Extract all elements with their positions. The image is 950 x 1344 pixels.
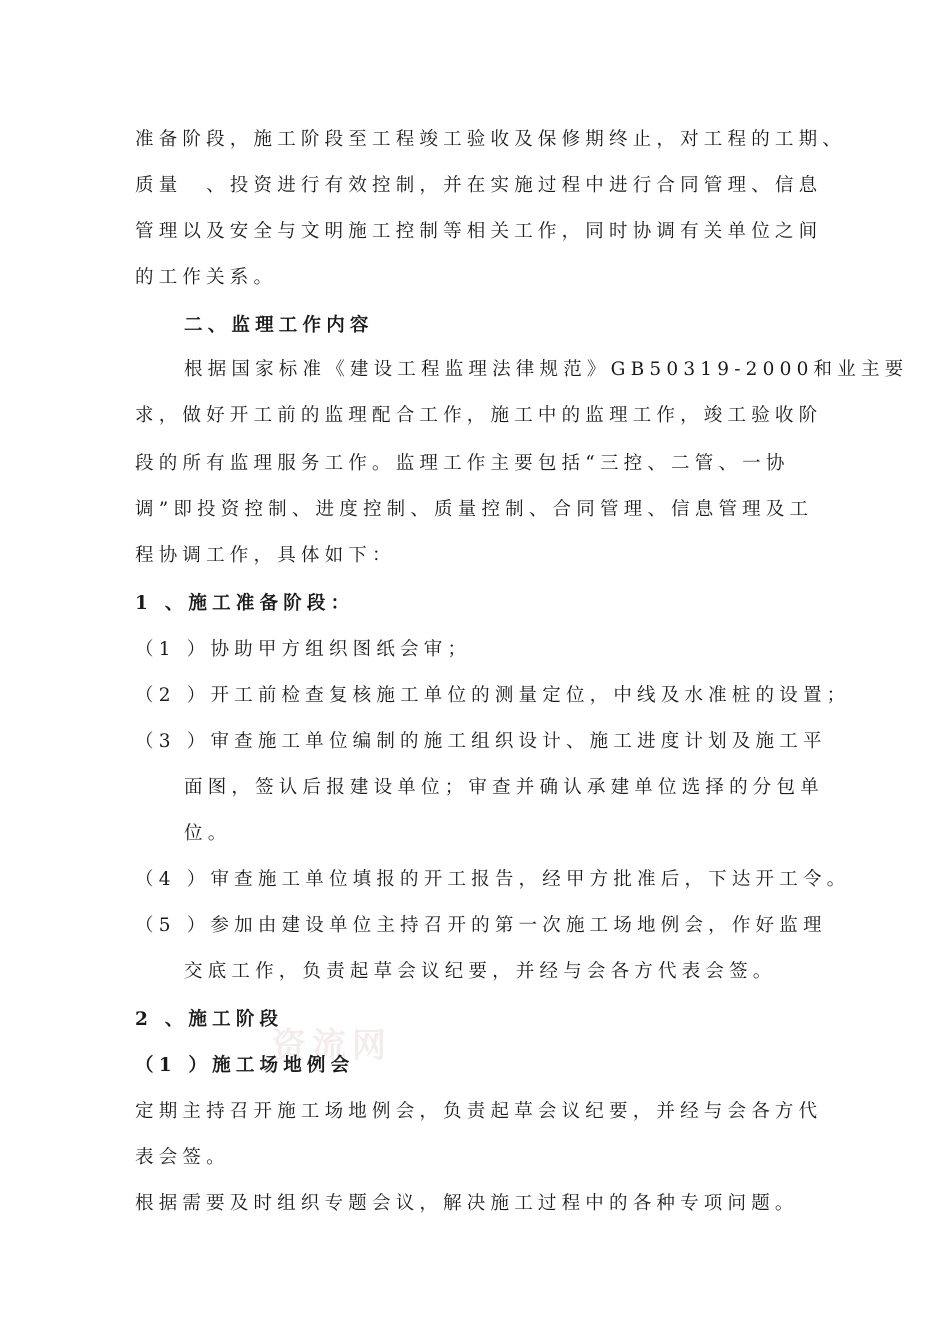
paragraph-line: 定期主持召开施工场地例会，负责起草会议纪要，并经与会各方代 <box>135 1101 823 1122</box>
paragraph-line: 段的所有监理服务工作。监理工作主要包括“三控、二管、一协 <box>135 453 790 474</box>
paragraph-line: 根据需要及时组织专题会议，解决施工过程中的各种专项问题。 <box>135 1193 799 1214</box>
list-item-continuation: 位。 <box>184 823 232 844</box>
list-item: （2 ）开工前检查复核施工单位的测量定位，中线及水准桩的设置； <box>135 685 851 706</box>
paragraph-line: 的工作关系。 <box>135 267 278 288</box>
subsection-heading: （1 ）施工场地例会 <box>135 1055 355 1076</box>
paragraph-line: 准备阶段，施工阶段至工程竣工验收及保修期终止，对工程的工期、 <box>135 129 847 150</box>
paragraph-line: 求，做好开工前的监理配合工作，施工中的监理工作，竣工验收阶 <box>135 405 823 426</box>
list-item: （5 ）参加由建设单位主持召开的第一次施工场地例会，作好监理 <box>135 915 827 936</box>
paragraph-line: 表会签。 <box>135 1147 230 1168</box>
list-item-continuation: 交底工作，负责起草会议纪要，并经与会各方代表会签。 <box>184 961 777 982</box>
paragraph-line: 调”即投资控制、进度控制、质量控制、合同管理、信息管理及工 <box>135 499 814 520</box>
paragraph-line: 程协调工作，具体如下： <box>135 545 396 566</box>
list-item: （1 ）协助甲方组织图纸会审； <box>135 639 472 660</box>
subsection-heading: 2 、施工阶段 <box>135 1009 284 1030</box>
list-item: （3 ）审查施工单位编制的施工组织设计、施工进度计划及施工平 <box>135 731 827 752</box>
section-heading: 二、监理工作内容 <box>184 315 374 336</box>
paragraph-line: 质量 、投资进行有效控制，并在实施过程中进行合同管理、信息 <box>135 175 823 196</box>
paragraph-line: 根据国家标准《建设工程监理法律规范》GB50319-2000和业主要 <box>184 359 909 380</box>
list-item-continuation: 面图，签认后报建设单位；审查并确认承建单位选择的分包单 <box>184 777 824 798</box>
watermark: 资流网 <box>272 1026 392 1066</box>
subsection-heading: 1 、施工准备阶段： <box>135 593 355 614</box>
list-item: （4 ）审查施工单位填报的开工报告，经甲方批准后，下达开工令。 <box>135 869 851 890</box>
paragraph-line: 管理以及安全与文明施工控制等相关工作，同时协调有关单位之间 <box>135 221 823 242</box>
